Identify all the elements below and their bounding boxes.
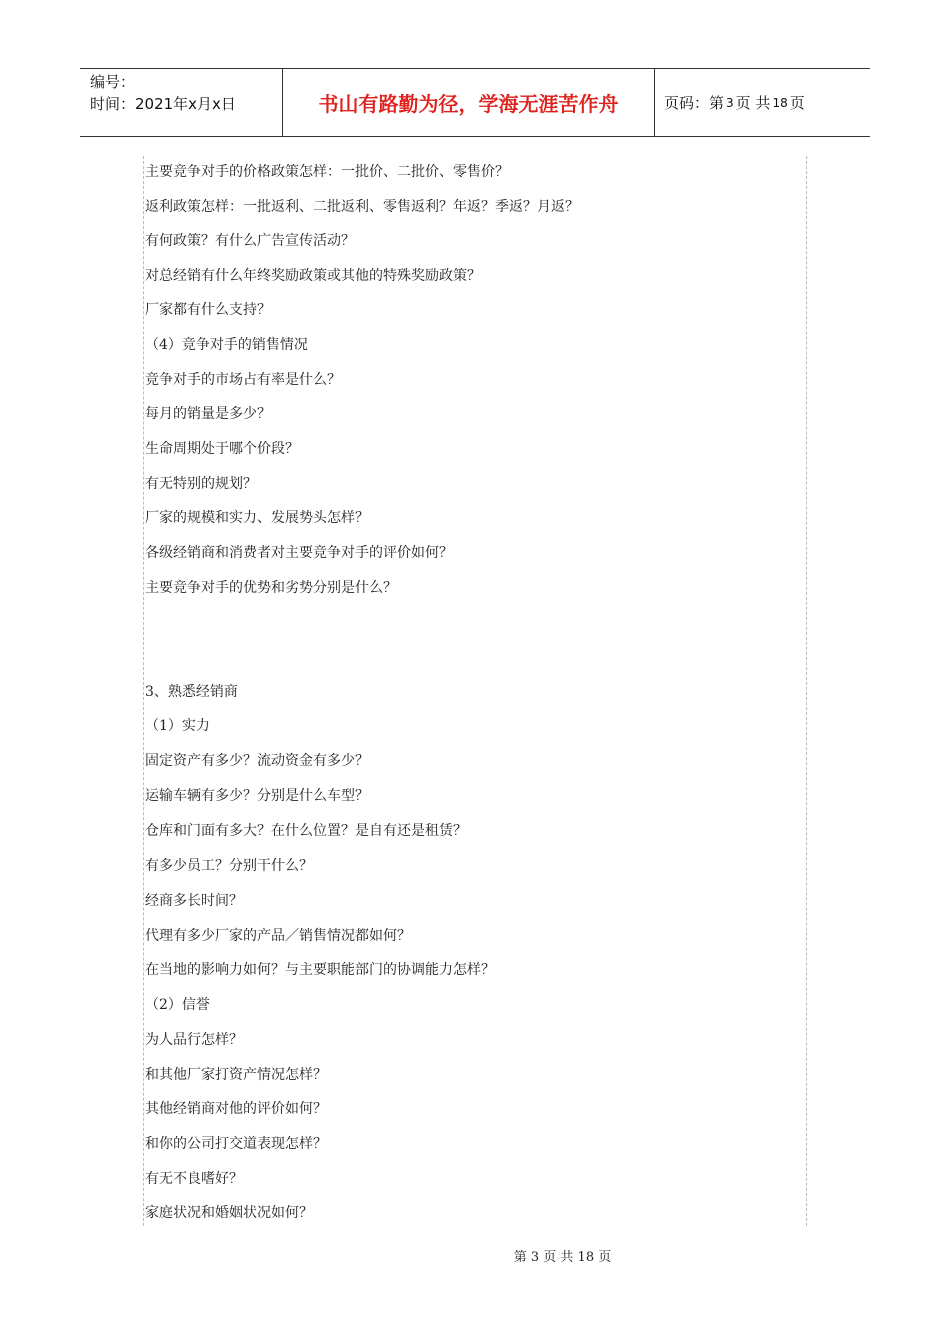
text-line: 有何政策？有什么广告宣传活动？ — [145, 233, 355, 249]
page-current: 3 — [726, 95, 734, 110]
page-total: 18 — [772, 95, 788, 110]
text-line: 生命周期处于哪个价段？ — [145, 441, 299, 457]
section-heading: （4）竞争对手的销售情况 — [145, 337, 308, 353]
document-time: 时间：2021年x月x日 — [90, 95, 236, 113]
section-heading: 3、熟悉经销商 — [145, 684, 238, 700]
text-line: 每月的销量是多少？ — [145, 406, 271, 422]
text-line: 家庭状况和婚姻状况如何？ — [145, 1205, 313, 1221]
text-line: 返利政策怎样：一批返利、二批返利、零售返利？年返？季返？月返？ — [145, 199, 579, 215]
text-line: 各级经销商和消费者对主要竞争对手的评价如何？ — [145, 545, 453, 561]
header-page-number — [655, 69, 870, 136]
page-middle: 页 共 — [735, 94, 771, 112]
text-line: 有无特别的规划？ — [145, 476, 257, 492]
text-line: 固定资产有多少？流动资金有多少？ — [145, 753, 369, 769]
text-line: 主要竞争对手的优势和劣势分别是什么？ — [145, 580, 397, 596]
text-line: 仓库和门面有多大？在什么位置？是自有还是租赁？ — [145, 823, 467, 839]
header-motto: 书山有路勤为径，学海无涯苦作舟 — [283, 69, 655, 136]
text-line: 在当地的影响力如何？与主要职能部门的协调能力怎样？ — [145, 962, 495, 978]
text-line: 厂家都有什么支持？ — [145, 302, 271, 318]
text-line: 代理有多少厂家的产品／销售情况都如何？ — [145, 928, 411, 944]
text-line: 运输车辆有多少？分别是什么车型？ — [145, 788, 369, 804]
text-line: 和你的公司打交道表现怎样？ — [145, 1136, 327, 1152]
right-margin-guide — [806, 156, 807, 1226]
text-line: 有无不良嗜好？ — [145, 1171, 243, 1187]
header-meta — [80, 69, 283, 136]
page-suffix: 页 — [789, 94, 805, 112]
page-prefix: 页码：第 — [664, 94, 725, 112]
text-line: 其他经销商对他的评价如何？ — [145, 1101, 327, 1117]
left-margin-guide — [143, 156, 144, 1226]
text-line: 主要竞争对手的价格政策怎样：一批价、二批价、零售价？ — [145, 164, 509, 180]
section-heading: （1）实力 — [145, 718, 210, 734]
text-line: 对总经销有什么年终奖励政策或其他的特殊奖励政策？ — [145, 268, 481, 284]
footer-page-number: 第 3 页 共 18 页 — [513, 1250, 612, 1265]
document-number: 编号： — [90, 73, 136, 91]
text-line: 经商多长时间？ — [145, 893, 243, 909]
page-header — [80, 68, 870, 137]
text-line: 竞争对手的市场占有率是什么？ — [145, 372, 341, 388]
page-footer — [0, 1246, 950, 1265]
text-line: 厂家的规模和实力、发展势头怎样？ — [145, 510, 369, 526]
text-line: 为人品行怎样？ — [145, 1032, 243, 1048]
text-line: 和其他厂家打资产情况怎样？ — [145, 1067, 327, 1083]
text-line: 有多少员工？分别干什么？ — [145, 858, 313, 874]
section-heading: （2）信誉 — [145, 997, 210, 1013]
